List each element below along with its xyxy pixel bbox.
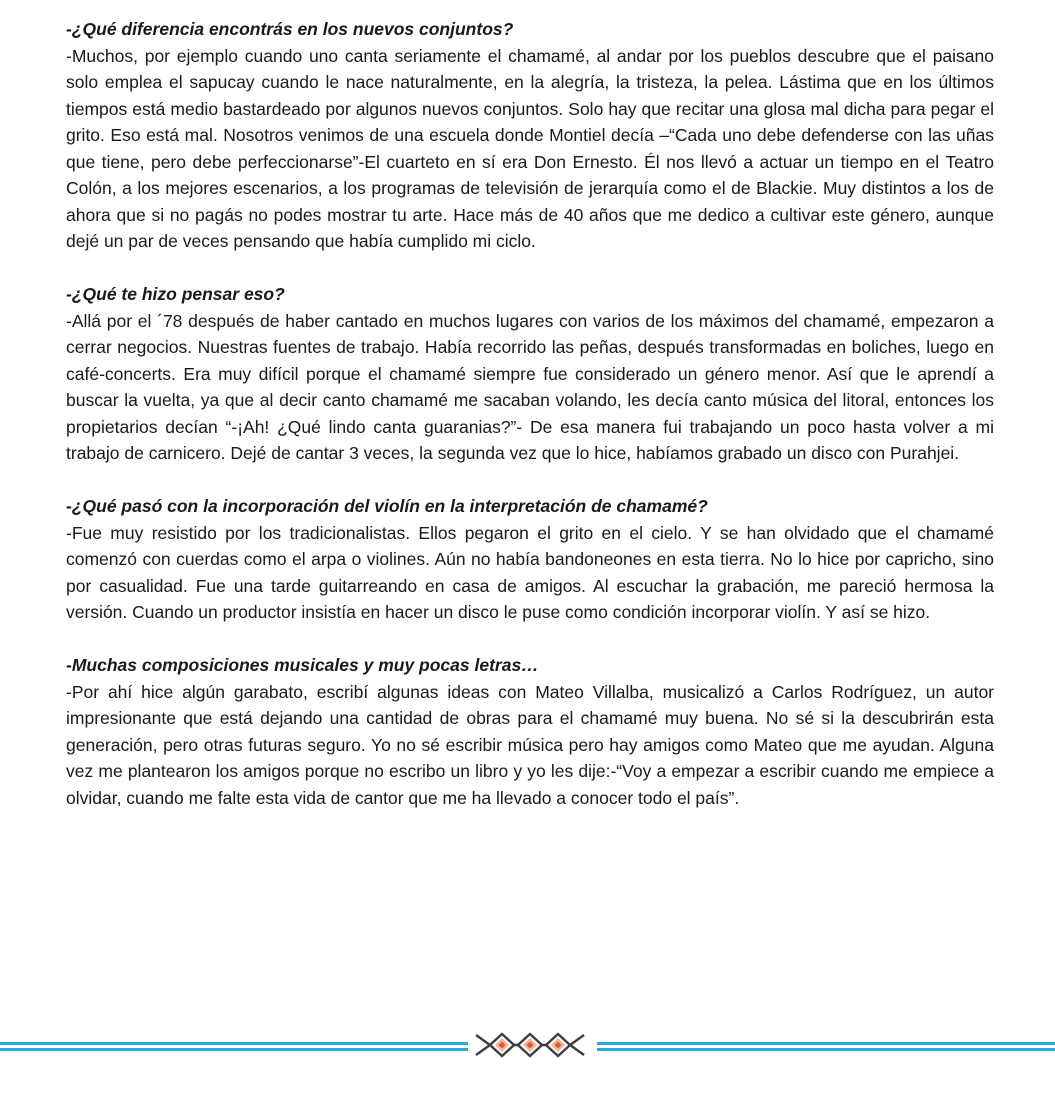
footer-rule-left	[0, 1042, 468, 1052]
interview-answer: -Muchos, por ejemplo cuando uno canta seriamente el chamamé, al andar por los pueblos descubre que el paisano solo emplea el sapucay cuando le nace naturalmente, en la alegría, la tristeza, la pelea. Lástima que en los últimos tiempos está medio bastardeado por algunos nuevos conjuntos. Solo hay que recitar una glosa mal dicha para pegar el grito. Eso está mal. Nosotros venimos de una escuela donde Montiel decía –“Cada uno debe defenderse con las uñas que tiene, pero debe perfeccionarse”-El cuarteto en sí era Don Ernesto. Él nos llevó a actuar un tiempo en el Teatro Colón, a los mejores escenarios, a los programas de televisión de jerarquía como el de Blackie. Muy distintos a los de ahora que si no pagás no podes mostrar tu arte. Hace más de 40 años que me dedico a cultivar este género, aunque dejé un par de veces pensando que había cumplido mi ciclo.	[66, 45, 994, 251]
qa-block-4	[66, 652, 994, 811]
interview-answer: -Allá por el ´78 después de haber cantado en muchos lugares con varios de los máximos del chamamé, empezaron a cerrar negocios. Nuestras fuentes de trabajo. Había recorrido las peñas, después transformadas en boliches, luego en café-concerts. Era muy difícil porque el chamamé siempre fue considerado un género menor. Así que le aprendí a buscar la vuelta, ya que al decir canto chamamé me sacaban volando, les decía canto música del litoral, entonces los propietarios decían “-¡Ah! ¿Qué lindo canta guaranias?”- De esa manera fui trabajando un poco hasta volver a mi trabajo de carnicero. Dejé de cantar 3 veces, la segunda vez que lo hice, habíamos grabado un disco con Purahjei.	[66, 310, 994, 463]
interview-question: -¿Qué te hizo pensar eso?	[66, 284, 285, 304]
interview-question: -¿Qué diferencia encontrás en los nuevos conjuntos?	[66, 19, 514, 39]
diamond-pattern-ornament-icon	[474, 1032, 586, 1058]
page-footer	[0, 1032, 1055, 1062]
interview-answer: -Por ahí hice algún garabato, escribí algunas ideas con Mateo Villalba, musicalizó a Carlos Rodríguez, un autor impresionante que está dejando una cantidad de obras para el chamamé muy buena. No sé si la descubrirán esta generación, pero otras futuras seguro. Yo no sé escribir música pero hay amigos como Mateo que me ayudan. Alguna vez me plantearon los amigos porque no escribo un libro y yo les dije:-“Voy a empezar a escribir cuando me empiece a olvidar, cuando me falte esta vida de cantor que me ha llevado a conocer todo el país”.	[66, 681, 994, 808]
qa-block-3	[66, 493, 994, 626]
interview-question: -¿Qué pasó con la incorporación del violín en la interpretación de chamamé?	[66, 496, 708, 516]
qa-block-2	[66, 281, 994, 467]
interview-question: -Muchas composiciones musicales y muy pocas letras…	[66, 655, 539, 675]
interview-page	[66, 16, 994, 838]
interview-answer: -Fue muy resistido por los tradicionalistas. Ellos pegaron el grito en el cielo. Y se han olvidado que el chamamé comenzó con cuerdas como el arpa o violines. Aún no había bandoneones en esta tierra. No lo hice por capricho, sino por casualidad. Fue una tarde guitarreando en casa de amigos. Al escuchar la grabación, me pareció hermosa la versión. Cuando un productor insistía en hacer un disco le puse como condición incorporar violín. Y así se hizo.	[66, 522, 994, 622]
footer-rule-right	[597, 1042, 1055, 1052]
qa-block-1	[66, 16, 994, 255]
